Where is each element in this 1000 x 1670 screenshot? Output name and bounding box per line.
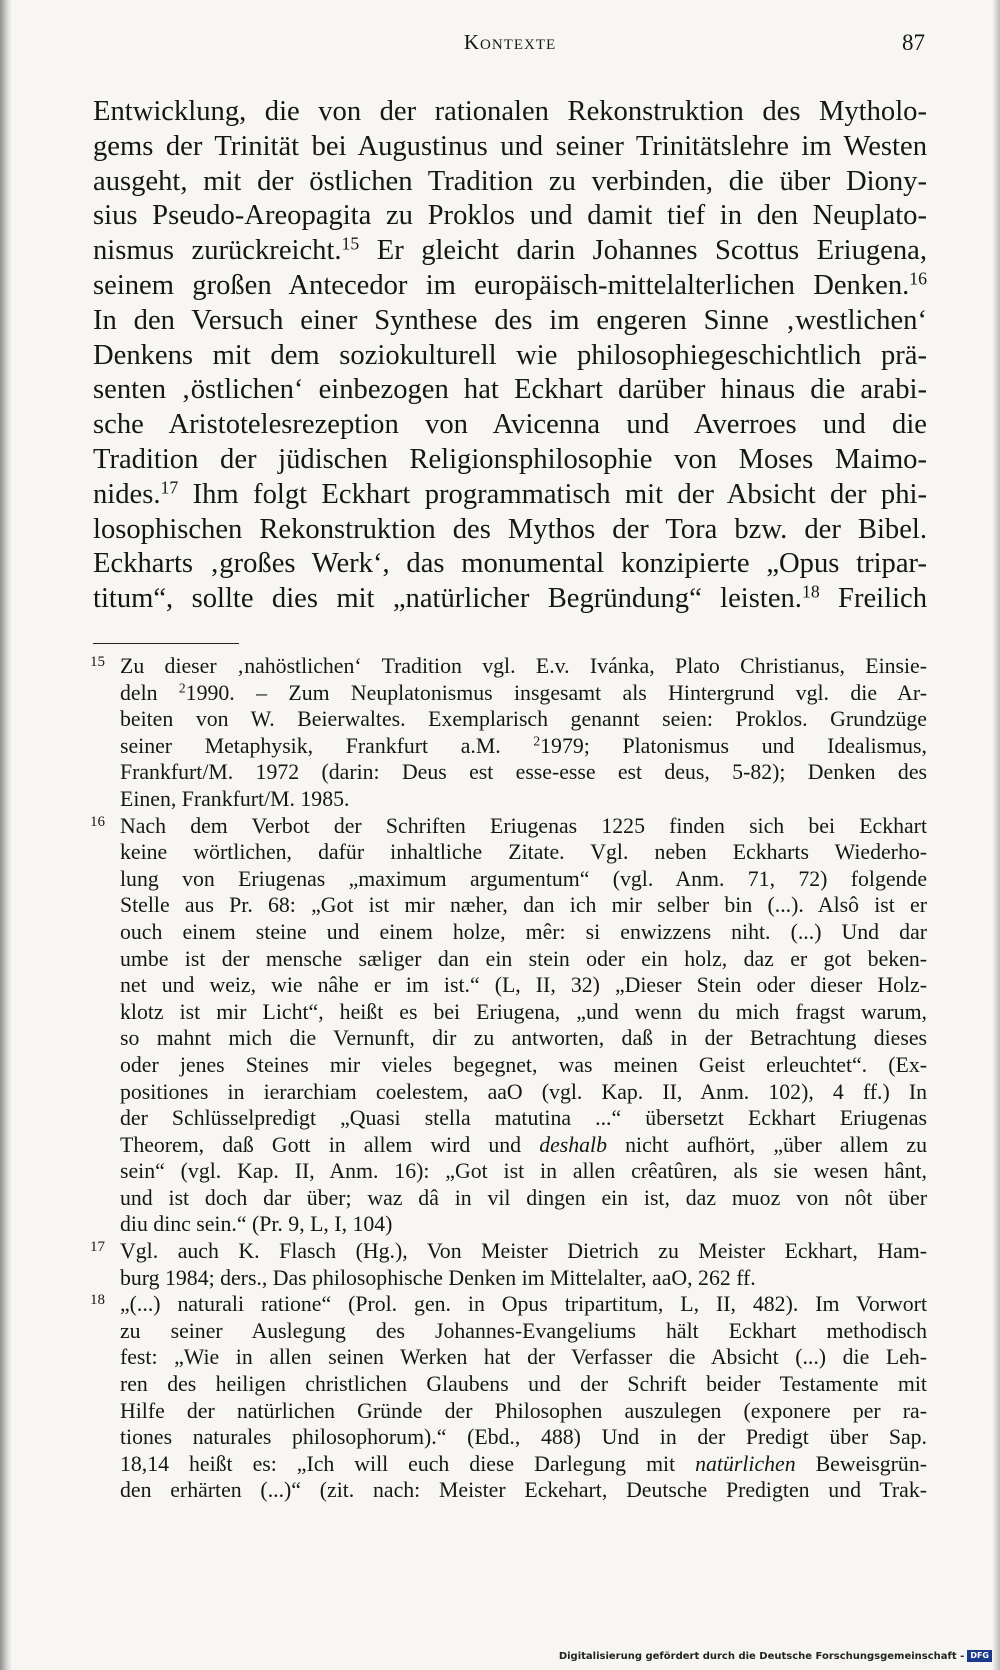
footnote-line: der Schlüsselpredigt „Quasi stella matutina ...“ übersetzt Eckhart Eriugenas	[120, 1106, 927, 1131]
footnote-ref-17: 17	[160, 477, 179, 498]
footnote-number: 18	[90, 1292, 105, 1309]
digitization-credit	[559, 1650, 992, 1662]
footnote-17	[90, 1238, 927, 1291]
footnote-line: 18,14 heißt es: „Ich will euch diese Darlegung mit natürlichen Beweisgrün-	[120, 1451, 927, 1476]
text-line: seinem großen Antecedor im europäisch-mittelalterlichen Denken.$^{16}$	[93, 268, 927, 301]
text-line: nides.$^{17}$ Ihm folgt Eckhart programmatisch mit der Absicht der phi-	[93, 477, 927, 510]
footnote-line: zu seiner Auslegung des Johannes-Evangeliums hält Eckhart methodisch	[120, 1318, 927, 1343]
footnote-line: burg 1984; ders., Das philosophische Denken im Mittelalter, aaO, 262 ff.	[120, 1265, 756, 1290]
footnote-ref-18: 18	[801, 581, 820, 602]
footnote-line: seiner Metaphysik, Frankfurt a.M. $^2$1979; Platonismus und Idealismus,	[120, 733, 927, 758]
footnote-line: Theorem, daß Gott in allem wird und deshalb nicht aufhört, „über allem zu	[120, 1132, 927, 1157]
footnote-line: net und weiz, wie nâhe er im ist.“ (L, II, 32) „Dieser Stein oder dieser Holz-	[120, 973, 927, 998]
footnote-line: so mahnt mich die Vernunft, dir zu antworten, daß in der Betrachtung dieses	[120, 1026, 927, 1051]
footnote-line: Hilfe der natürlichen Gründe der Philosophen auszulegen (exponere per ra-	[120, 1398, 927, 1423]
footnote-line: Zu dieser ‚nahöstlichen‘ Tradition vgl. E.v. Ivánka, Plato Christianus, Einsie-	[120, 654, 927, 678]
footnote-line: und ist doch dar über; waz dâ in vil dingen ein ist, daz muoz von nôt über	[120, 1185, 927, 1210]
footnote-line: ouch einem steine und einem holze, mêr: si enwizzens niht. (...) Und dar	[120, 919, 927, 944]
footnote-line: Frankfurt/M. 1972 (darin: Deus est esse-esse est deus, 5-82); Denken des	[120, 760, 927, 785]
footnote-line: deln $^2$1990. – Zum Neuplatonismus insgesamt als Hintergrund vgl. die Ar-	[120, 680, 927, 705]
footnotes	[90, 653, 927, 1504]
footnote-line: sein“ (vgl. Kap. II, Anm. 16): „Got ist in allen crêatûren, als sie wesen hânt,	[120, 1159, 927, 1184]
dfg-logo: DFG	[967, 1650, 992, 1662]
footnote-line: „(...) naturali ratione“ (Prol. gen. in Opus tripartitum, L, II, 482). Im Vorwort	[120, 1292, 927, 1317]
running-head: Kontexte	[463, 30, 557, 54]
footnote-15	[90, 653, 927, 813]
text-line: senten ‚östlichen‘ einbezogen hat Eckhart darüber hinaus die arabi-	[93, 374, 927, 406]
page-header	[95, 30, 925, 64]
footnote-line: keine wörtlichen, dafür inhaltliche Zitate. Vgl. neben Eckharts Wiederho-	[120, 840, 927, 865]
footnote-line: den erhärten (...)“ (zit. nach: Meister Eckehart, Deutsche Predigten und Trak-	[120, 1478, 927, 1503]
scan-page-edge-right	[992, 0, 1000, 1670]
footnote-line: beiten von W. Beierwaltes. Exemplarisch genannt seien: Proklos. Grundzüge	[120, 707, 927, 732]
text-line: sche Aristotelesrezeption von Avicenna und Averroes und die	[93, 409, 927, 441]
footnote-number: 17	[90, 1239, 105, 1256]
text-line: Tradition der jüdischen Religionsphilosophie von Moses Maimo-	[93, 443, 927, 475]
text-line: Entwicklung, die von der rationalen Rekonstruktion des Mytholo-	[93, 96, 927, 127]
footnote-number: 16	[90, 813, 105, 830]
text-line: titum“, sollte dies mit „natürlicher Begründung“ leisten.$^{18}$ Freilich	[93, 581, 927, 615]
text-line: ausgeht, mit der östlichen Tradition zu verbinden, die über Diony-	[93, 165, 927, 197]
text-line: sius Pseudo-Areopagita zu Proklos und damit tief in den Neuplato-	[93, 200, 927, 232]
footnote-line: Stelle aus Pr. 68: „Got ist mir næher, dan ich mir selber bin (...). Alsô ist er	[120, 893, 927, 918]
footnote-line: lung von Eriugenas „maximum argumentum“ (vgl. Anm. 71, 72) folgende	[120, 866, 927, 891]
text-line: Eckharts ‚großes Werk‘, das monumental konzipierte „Opus tripar-	[93, 548, 927, 580]
page-number: 87	[902, 30, 925, 55]
text-line: nismus zurückreicht.$^{15}$ Er gleicht darin Johannes Scottus Eriugena,	[93, 233, 928, 267]
main-body-text	[93, 95, 927, 617]
footnote-line: ren des heiligen christlichen Glaubens und der Schrift beider Testamente mit	[120, 1372, 927, 1397]
footnote-line: fest: „Wie in allen seinen Werken hat der Verfasser die Absicht (...) die Leh-	[120, 1345, 927, 1370]
footnote-16	[90, 813, 927, 1239]
footnote-line: diu dinc sein.“ (Pr. 9, L, I, 104)	[120, 1212, 393, 1237]
footnote-line: Einen, Frankfurt/M. 1985.	[120, 786, 350, 811]
text-line: In den Versuch einer Synthese des im engeren Sinne ‚westlichen‘	[93, 304, 927, 336]
credit-text: Digitalisierung gefördert durch die Deutsche Forschungsgemeinschaft -	[558, 1650, 965, 1662]
footnote-18	[90, 1291, 927, 1504]
text-line: Denkens mit dem soziokulturell wie philosophiegeschichtlich prä-	[93, 339, 927, 371]
footnote-ref-15: 15	[341, 233, 360, 254]
footnote-line: Vgl. auch K. Flasch (Hg.), Von Meister Dietrich zu Meister Eckhart, Ham-	[120, 1239, 927, 1264]
footnote-separator	[93, 643, 239, 644]
scan-page-edge	[0, 0, 12, 1670]
footnote-line: umbe ist der mensche sæliger dan ein stein oder ein holz, daz er got beken-	[120, 946, 927, 971]
text-line: losophischen Rekonstruktion des Mythos der Tora bzw. der Bibel.	[93, 513, 927, 545]
footnote-ref-16: 16	[909, 268, 927, 289]
footnote-line: positiones in ierarchiam coelestem, aaO (vgl. Kap. II, Anm. 102), 4 ff.) In	[120, 1079, 927, 1104]
footnote-line: Nach dem Verbot der Schriften Eriugenas 1225 finden sich bei Eckhart	[120, 813, 927, 838]
text-line: gems der Trinität bei Augustinus und seiner Trinitätslehre im Westen	[93, 130, 927, 162]
footnote-line: oder jenes Steines mir vieles begegnet, was meinen Geist erleuchtet“. (Ex-	[120, 1052, 927, 1077]
footnote-number: 15	[90, 654, 105, 670]
footnote-line: klotz ist mir Licht“, heißt es bei Eriugena, „und wenn du mich fragst warum,	[120, 999, 927, 1024]
footnote-line: tiones naturales philosophorum).“ (Ebd., 488) Und in der Predigt über Sap.	[120, 1425, 927, 1450]
